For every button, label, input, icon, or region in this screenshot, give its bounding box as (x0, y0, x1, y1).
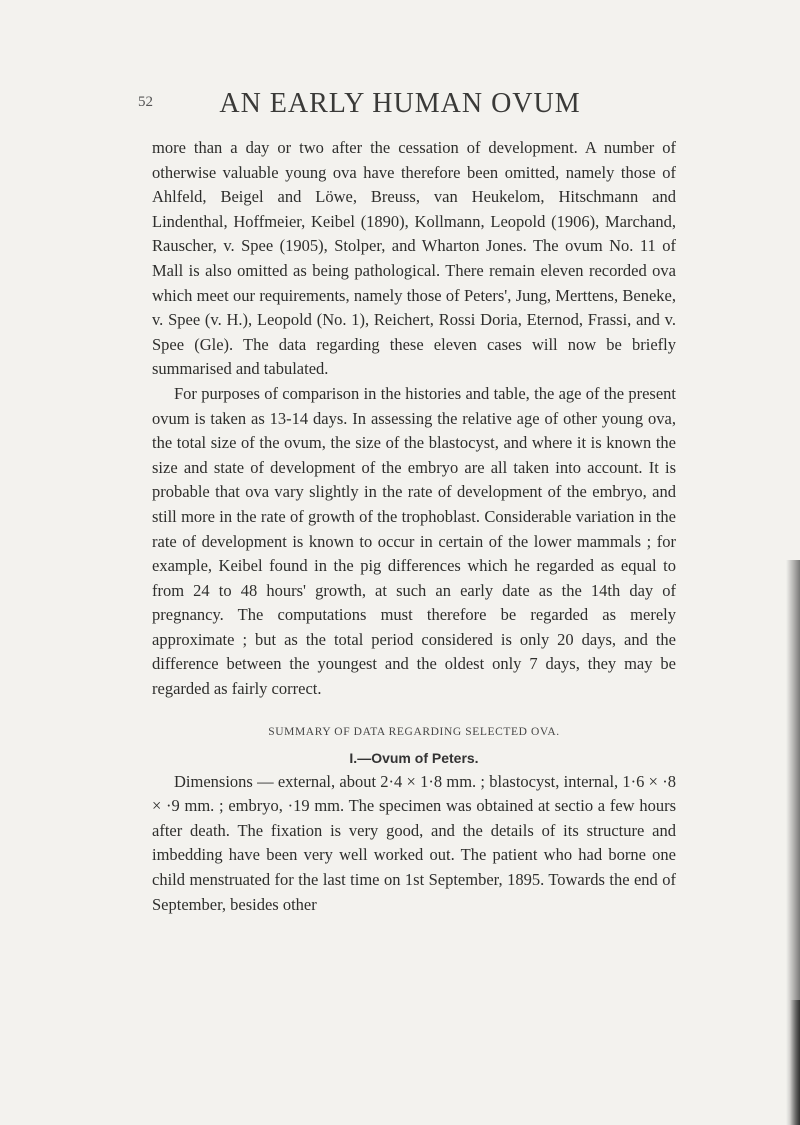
summary-heading: SUMMARY OF DATA REGARDING SELECTED OVA. (268, 725, 560, 738)
body-text (152, 136, 676, 917)
page-number: 52 (138, 94, 153, 110)
paragraph-continuation: more than a day or two after the cessation of development. A number of otherwise valuable young ova have therefore been omitted, namely those of Ahlfeld, Beigel and Löwe, Breuss, van Heukelom, Hitschmann and Lindenthal, Hoffmeier, Keibel (1890), Kollmann, Leopold (1906), Marchand, Rauscher, v. Spee (1905), Stolper, and Wharton Jones. The ovum No. 11 of Mall is also omitted as being pathological. There remain eleven recorded ova which meet our requirements, namely those of Peters', Jung, Merttens, Beneke, v. Spee (v. H.), Leopold (No. 1), Reichert, Rossi Doria, Eternod, Frassi, and v. Spee (Gle). The data regarding these eleven cases will now be briefly summarised and tabulated. (152, 138, 676, 379)
paragraph-peters-dimensions: Dimensions — external, about 2·4 × 1·8 mm. ; blastocyst, internal, 1·6 × ·8 × ·9 mm. ; embryo, ·19 mm. The specimen was obtained at sectio a few hours after death. The fixation is very good, and the details of its structure and imbedding have been very well worked out. The patient who had borne one child menstruated for the last time on 1st September, 1895. Towards the end of September, besides other (152, 771, 676, 914)
running-title: AN EARLY HUMAN OVUM (219, 88, 581, 119)
page-corner-shadow (790, 1000, 800, 1125)
section-heading-ovum-of-peters: I.—Ovum of Peters. (349, 749, 479, 766)
paragraph-comparison: For purposes of comparison in the histories and table, the age of the present ovum is taken as 13-14 days. In assessing the relative age of other young ova, the total size of the ovum, the size of the blastocyst, and where it is known the size and state of development of the embryo are all taken into account. It is probable that ova vary slightly in the rate of development of the embryo, and still more in the rate of growth of the trophoblast. Considerable variation in the rate of development is known to occur in certain of the lower mammals ; for example, Keibel found in the pig differences which he regarded as equal to from 24 to 48 hours' growth, at such an early date as the 14th day of pregnancy. The computations must therefore be regarded as merely approximate ; but as the total period considered is only 20 days, and the difference between the youngest and the oldest only 7 days, they may be regarded as fairly correct. (152, 383, 676, 699)
